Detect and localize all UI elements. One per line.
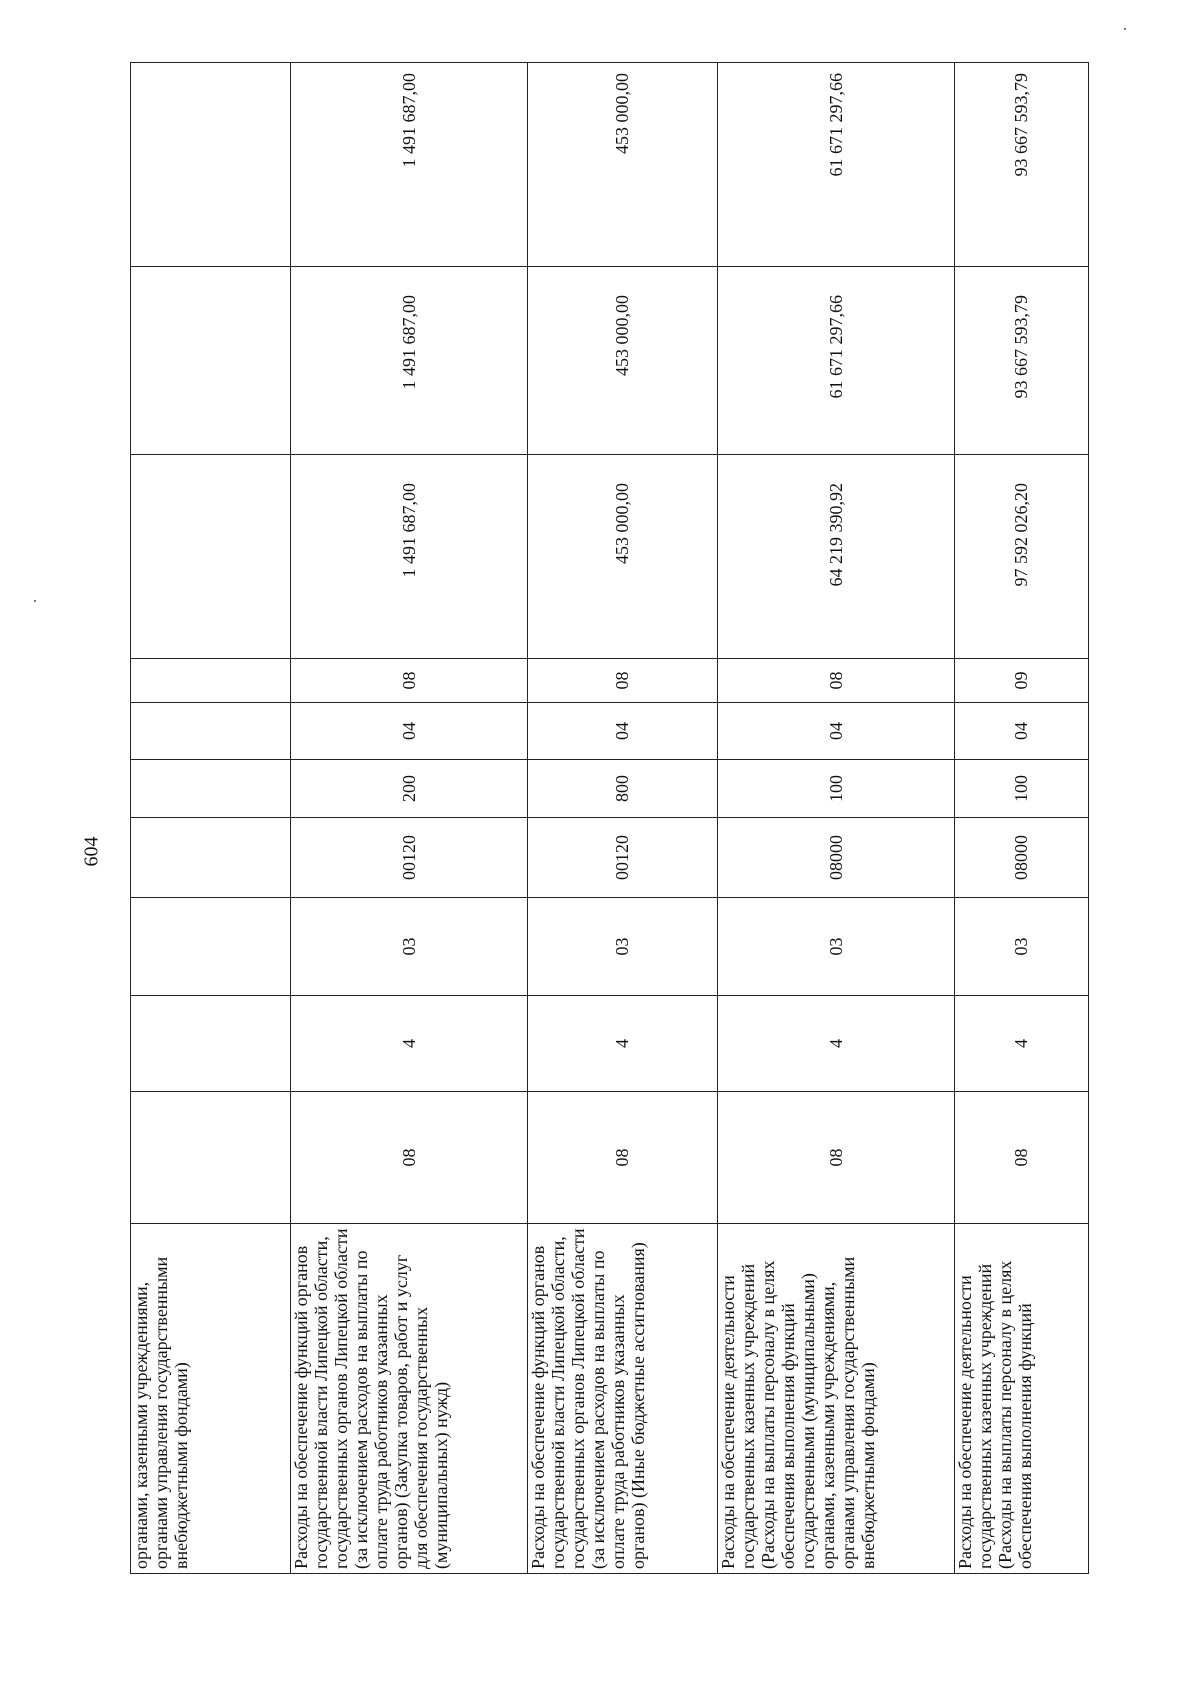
amount-1 [131, 455, 291, 659]
podrazdel-code [131, 898, 291, 996]
podrazdel-code: 03 [718, 898, 955, 996]
amount-2: 1 491 687,00 [291, 267, 528, 455]
vr-code: 200 [291, 760, 528, 818]
table-row [131, 63, 291, 1574]
csr-code: 00120 [291, 818, 528, 898]
grbs-code: 08 [955, 1092, 1089, 1224]
code-col-1 [131, 703, 291, 760]
podrazdel-code: 03 [291, 898, 528, 996]
row-name: Расходы на обеспечение деятельности государственных казенных учреждений (Расходы на выплаты персоналу в целях обеспечения выполнения функций [955, 1224, 1089, 1574]
amount-1: 1 491 687,00 [291, 455, 528, 659]
amount-1: 453 000,00 [528, 455, 718, 659]
razdel-code: 4 [718, 996, 955, 1092]
csr-code: 00120 [528, 818, 718, 898]
amount-2 [131, 267, 291, 455]
code-col-2: 08 [718, 659, 955, 703]
vr-code: 800 [528, 760, 718, 818]
podrazdel-code: 03 [528, 898, 718, 996]
grbs-code: 08 [528, 1092, 718, 1224]
amount-2: 61 671 297,66 [718, 267, 955, 455]
razdel-code: 4 [955, 996, 1089, 1092]
table-row [291, 63, 528, 1574]
code-col-1: 04 [528, 703, 718, 760]
code-col-2: 08 [528, 659, 718, 703]
csr-code: 08000 [718, 818, 955, 898]
table-row [718, 63, 955, 1574]
code-col-1: 04 [718, 703, 955, 760]
code-col-2 [131, 659, 291, 703]
amount-3: 453 000,00 [528, 63, 718, 267]
amount-3 [131, 63, 291, 267]
amount-2: 453 000,00 [528, 267, 718, 455]
code-col-1: 04 [291, 703, 528, 760]
amount-2: 93 667 593,79 [955, 267, 1089, 455]
csr-code [131, 818, 291, 898]
grbs-code: 08 [291, 1092, 528, 1224]
page-number [72, 826, 112, 876]
rotated-table-container [130, 63, 1088, 1574]
code-col-1: 04 [955, 703, 1089, 760]
vr-code [131, 760, 291, 818]
amount-3: 93 667 593,79 [955, 63, 1089, 267]
budget-table [130, 62, 1089, 1574]
row-name: Расходы на обеспечение функций органов государственной власти Липецкой области, государственных органов Липецкой области (за исключением расходов на выплаты по оплате труда работников указанных органов) (Закупка товаров, работ и услуг для обеспечения государственных (муниципальных) нужд) [291, 1224, 528, 1574]
csr-code: 08000 [955, 818, 1089, 898]
code-col-2: 09 [955, 659, 1089, 703]
vr-code: 100 [955, 760, 1089, 818]
razdel-code [131, 996, 291, 1092]
row-name: Расходы на обеспечение деятельности государственных казенных учреждений (Расходы на выплаты персоналу в целях обеспечения выполнения функций государственными (муниципальными) органами, казенными учреждениями, органами управления государственными внебюджетными фондами) [718, 1224, 955, 1574]
scan-speck [1124, 28, 1126, 30]
row-name: органами, казенными учреждениями, органами управления государственными внебюджетными фондами) [131, 1224, 291, 1574]
code-col-2: 08 [291, 659, 528, 703]
table-row [955, 63, 1089, 1574]
row-name: Расходы на обеспечение функций органов государственной власти Липецкой области, государственных органов Липецкой области (за исключением расходов на выплаты по оплате труда работников указанных органов) (Иные бюджетные ассигнования) [528, 1224, 718, 1574]
amount-1: 64 219 390,92 [718, 455, 955, 659]
podrazdel-code: 03 [955, 898, 1089, 996]
razdel-code: 4 [528, 996, 718, 1092]
grbs-code [131, 1092, 291, 1224]
amount-3: 1 491 687,00 [291, 63, 528, 267]
vr-code: 100 [718, 760, 955, 818]
scan-speck [34, 600, 36, 602]
amount-3: 61 671 297,66 [718, 63, 955, 267]
grbs-code: 08 [718, 1092, 955, 1224]
razdel-code: 4 [291, 996, 528, 1092]
table-row [528, 63, 718, 1574]
amount-1: 97 592 026,20 [955, 455, 1089, 659]
page-number-text: 604 [80, 836, 103, 866]
